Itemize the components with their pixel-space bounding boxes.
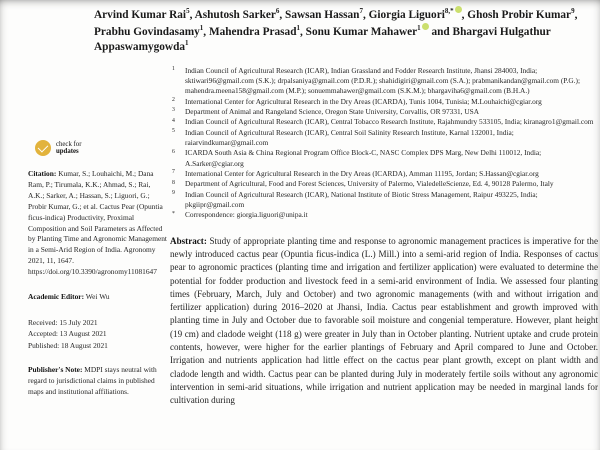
academic-editor-name: Wei Wu: [85, 292, 110, 302]
affiliation-marker: 7: [172, 169, 175, 176]
publisher-note-text: MDPI stays neutral with regard to jurisdictional claims in published maps and institutional affiliations.: [28, 365, 157, 396]
affiliation-item: [170, 66, 598, 97]
author-separator: ,: [461, 8, 468, 21]
affiliation-marker: 2: [172, 97, 175, 104]
left-sidebar: [28, 140, 168, 398]
affiliation-list: [170, 66, 598, 221]
affiliation-item: [170, 97, 598, 107]
affiliation-marker: 1: [172, 66, 175, 73]
received-date: Received: 15 July 2021: [28, 317, 98, 327]
orcid-icon[interactable]: [422, 23, 429, 30]
author-name: Bhargavi Hulgathur Appaswamygowda$^1$: [94, 25, 551, 53]
author-separator: and: [428, 25, 453, 38]
affiliation-text: Indian Council of Agricultural Research (ICAR), Indian Grassland and Fodder Research Institute, Jhansi 284003, India; sktiwari96@gmail.com (S.K.); drpalsaniya@gmail.com (P.D.R.); shahidigiri@gmail.com (S.A.); prabmanikandan@gmail.com (P.G.); mahendra.meena158@gmail.com (M.P.); sonuemmahawer@gmail.com (S.K.M.); bhargaviha6@gmail.com (B.H.A.): [185, 65, 580, 96]
affiliation-marker: 5: [172, 128, 175, 135]
author-name: Prabhu Govindasamy$^1$,: [94, 23, 209, 38]
citation-block: [28, 169, 168, 278]
academic-editor-label: Academic Editor:: [28, 292, 85, 302]
author-name: Ashutosh Sarker$^6$,: [194, 7, 286, 21]
check-circle-icon: [35, 140, 51, 156]
academic-editor-block: [28, 292, 168, 303]
author-separator: ,: [362, 8, 369, 21]
author-separator: ,: [203, 25, 209, 38]
published-date: Published: 18 August 2021: [28, 340, 108, 350]
affiliation-text: Indian Council of Agricultural Research (ICAR), Central Tobacco Research Institute, Rajahmundry 533105, India; kiranagro1@gmail.com: [185, 117, 594, 127]
affiliation-item: [170, 190, 598, 211]
affiliation-text: Department of Agricultural, Food and Forest Sciences, University of Palermo, VialedelleScienze, Ed. 4, 90128 Palermo, Italy: [185, 179, 554, 189]
affiliation-item: [170, 128, 598, 149]
affiliation-superscript: 7: [359, 7, 363, 15]
affiliation-text: International Center for Agricultural Research in the Dry Areas (ICARDA), Amman 11195, Jordan; S.Hassan@cgiar.org: [185, 168, 539, 178]
abstract: [170, 235, 598, 408]
orcid-icon[interactable]: [455, 6, 462, 13]
affiliation-superscript: 8,*: [444, 7, 454, 15]
doi-link[interactable]: https://doi.org/10.3390/agronomy11081647: [28, 267, 157, 277]
affiliation-superscript: 1: [417, 23, 421, 32]
affiliation-item: [170, 107, 598, 117]
affiliation-item: [170, 179, 598, 189]
affiliation-marker: 8: [172, 179, 175, 186]
author-name: Sonu Kumar Mahawer$^1$ and: [305, 23, 453, 38]
author-line-1: [94, 6, 599, 23]
affiliation-superscript: 1: [199, 23, 204, 32]
affiliation-superscript: 1: [185, 38, 189, 47]
author-name: Giorgia Liguori$^{8,*}$ ,: [368, 7, 468, 21]
affiliation-item: [170, 210, 598, 220]
checkmark-icon: [37, 142, 47, 152]
abstract-label: Abstract:: [170, 235, 207, 246]
author-name: Ghosh Probir Kumar$^9$,: [467, 7, 578, 21]
affiliation-marker: 3: [172, 107, 175, 114]
affiliation-marker: 6: [172, 148, 175, 155]
affiliation-item: [170, 169, 598, 179]
citation-label: Citation:: [28, 169, 57, 178]
dates-block: [28, 317, 168, 351]
affiliation-text: Department of Animal and Rangeland Science, Oregon State University, Corvallis, OR 97331, USA: [185, 106, 480, 116]
affiliation-text: Indian Council of Agricultural Research (ICAR), Central Soil Salinity Research Institute, Karnal 132001, India; raiarvindkumar@gmail.com: [185, 127, 514, 147]
author-separator: ,: [300, 25, 306, 38]
affiliation-marker: 9: [172, 190, 175, 197]
affiliation-text: ICARDA South Asia & China Regional Program Office Block-C, NASC Complex DPS Marg, New Delhi 110012, India; A.Sarker@cgiar.org: [185, 148, 542, 168]
affiliation-superscript: 9: [571, 7, 575, 15]
author-name: Sawsan Hassan$^7$,: [285, 7, 369, 21]
publisher-note-label: Publisher's Note:: [28, 365, 83, 375]
affiliation-marker: 4: [172, 117, 175, 124]
affiliation-marker: *: [172, 210, 175, 217]
citation-text: Kumar, S.; Louhaichi, M.; Dana Ram, P.; Tirumala, K.K.; Ahmad, S.; Rai, A.K.; Sarker, A.; Hassan, S.; Liguori, G.; Probir Kumar, G.; et al. Cactus Pear (Opuntia ficus-indica) Productivity, Proximal Composition and Soil Parameters as Affected by Planting Time and Agronomic Management in a Semi-Arid Region of India. Agronomy 2021, 11, 1647.: [28, 169, 167, 266]
author-list: [94, 6, 599, 55]
affiliation-text: Correspondence: giorgia.liguori@unipa.it: [185, 210, 308, 220]
author-separator: ,: [279, 8, 286, 21]
affiliation-item: [170, 117, 598, 127]
affiliation-superscript: 5: [186, 7, 190, 15]
check-for-updates-label: check for updates: [56, 140, 82, 155]
abstract-text: Study of appropriate planting time and response to agronomic management practices is imperative for the newly introduced cactus pear (Opuntia ficus-indica (L.) Mill.) into a semi-arid region of India. Responses of cactus pear to agronomic practices (planting time and irrigation and fertilizer application) were evaluated to determine the potential for fodder production and livestock feed in a semi-arid environment of India. We assessed four planting times (February, March, July and October) and two agronomic managements (with and without irrigation and fertilizer application) during 2016–2020 at Jhansi, India. Cactus pear establishment and growth improved with planting time in July and October due to favorable soil moisture and congenial temperature. However, plant height (19 cm) and cladode weight (118 g) were greater in July than in October planting. Nutrient uptake and crude protein contents, however, were higher for the earlier plantings of February and April compared to June and October. Irrigation and nutrients application had little effect on the cactus pear plant growth, except on plant width and cladode length and width. Cactus pear can be planted during July in moderately fertile soils without any agronomic intervention in semi-arid situations, while irrigation and nutrient application may be needed in marginal lands for cultivation during: [170, 235, 598, 406]
author-line-2: [94, 23, 599, 55]
affiliation-superscript: 6: [275, 7, 280, 15]
affiliation-text: International Center for Agricultural Research in the Dry Areas (ICARDA), Tunis 1004, Tunisia; M.Louhaichi@cgiar.org: [185, 96, 542, 106]
affiliation-superscript: 1: [296, 23, 300, 32]
author-name: Mahendra Prasad$^1$,: [208, 23, 306, 38]
check-for-updates-badge[interactable]: [35, 140, 121, 156]
affiliation-item: [170, 148, 598, 169]
author-separator: ,: [189, 8, 195, 21]
affiliation-text: Indian Council of Agricultural Research (ICAR), National Institute of Biotic Stress Management, Raipur 493225, India; pkgiipr@gmail.com: [185, 189, 538, 209]
author-separator: ,: [574, 8, 578, 21]
publisher-note-block: [28, 365, 168, 398]
author-name: Arvind Kumar Rai$^5$,: [94, 7, 195, 21]
accepted-date: Accepted: 13 August 2021: [28, 329, 107, 339]
